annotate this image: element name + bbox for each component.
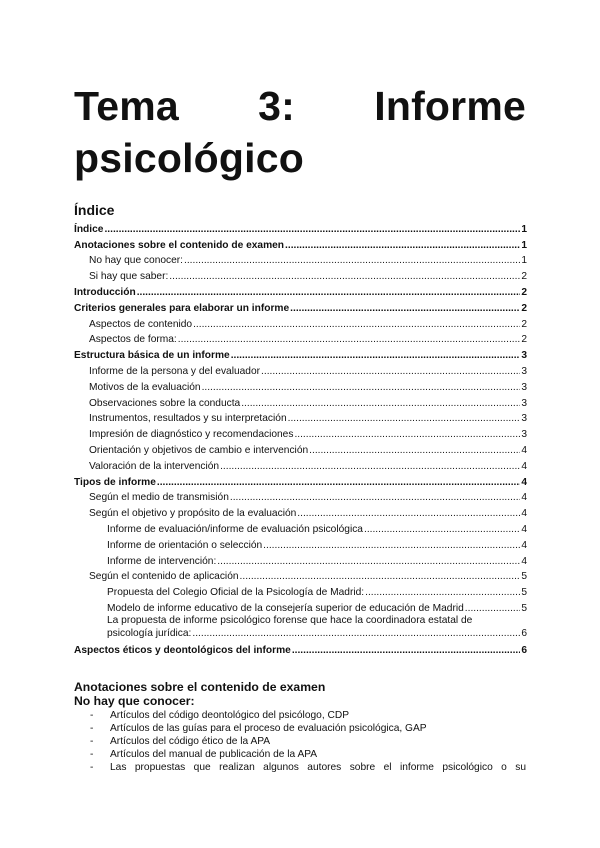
toc-entry-title: Anotaciones sobre el contenido de examen [74, 239, 285, 251]
dash-bullet: - [90, 749, 94, 760]
toc-entry-title: Motivos de la evaluación [89, 381, 201, 393]
list-item-text: Artículos de las guías para el proceso de evaluación psicológica, GAP [110, 723, 427, 734]
toc-entry[interactable] [74, 641, 527, 657]
toc-entry-title: Modelo de informe educativo de la consejería superior de educación de Madrid [107, 602, 464, 614]
toc-dot-leader [184, 255, 520, 267]
toc-dot-leader [157, 477, 520, 489]
title-word: 3: [258, 83, 295, 129]
toc-dot-leader [230, 492, 520, 504]
toc-entry[interactable] [74, 283, 527, 299]
toc-dot-leader [261, 366, 520, 378]
toc-entry-title: Tipos de informe [74, 476, 156, 488]
list-item [90, 761, 526, 774]
toc-dot-leader [202, 382, 521, 394]
list-item [90, 748, 526, 761]
toc-entry[interactable] [74, 346, 527, 362]
document-title [74, 80, 526, 184]
toc-entry-title: Informe de la persona y del evaluador [89, 365, 261, 377]
toc-entry[interactable] [74, 536, 527, 552]
toc-dot-leader [178, 334, 521, 346]
toc-entry-page: 3 [521, 365, 527, 377]
list-item-text: Artículos del manual de publicación de la APA [110, 749, 318, 760]
toc-entry-page: 4 [521, 476, 527, 488]
toc-entry-page: 6 [521, 644, 527, 656]
toc-entry-page: 4 [521, 492, 527, 504]
toc-entry-page: 1 [521, 255, 527, 267]
toc-entry[interactable] [74, 252, 527, 268]
toc-entry[interactable] [74, 267, 527, 283]
toc-entry-title: Criterios generales para elaborar un informe [74, 302, 290, 314]
toc-entry-page: 4 [521, 555, 527, 567]
toc-entry[interactable] [74, 504, 527, 520]
toc-dot-leader [241, 398, 520, 410]
toc-entry-page: 3 [521, 381, 527, 393]
toc-entry-title: Aspectos éticos y deontológicos del informe [74, 644, 291, 656]
toc-dot-leader [309, 445, 520, 457]
toc-entry-page: 2 [521, 302, 527, 314]
toc-entry[interactable] [74, 583, 527, 599]
toc-dot-leader [169, 271, 520, 283]
toc-entry-page: 5 [521, 587, 527, 599]
toc-entry[interactable] [74, 394, 527, 410]
toc-entry-page: 3 [521, 397, 527, 409]
toc-entry-page: 3 [521, 429, 527, 441]
toc-entry[interactable] [74, 236, 527, 252]
title-line-1 [74, 80, 526, 132]
toc-entry-title: Aspectos de contenido [89, 318, 193, 330]
toc-entry[interactable] [74, 568, 527, 584]
toc-entry[interactable] [74, 489, 527, 505]
toc-entry[interactable] [74, 457, 527, 473]
toc-entry-page: 2 [521, 318, 527, 330]
toc-dot-leader [292, 645, 521, 657]
toc-entry-title: Según el medio de transmisión [89, 492, 229, 504]
toc-entry[interactable] [74, 331, 527, 347]
toc-dot-leader [263, 540, 520, 552]
toc-dot-leader [297, 508, 520, 520]
toc-entry-title: Informe de orientación o selección [107, 539, 263, 551]
toc-entry-title: Introducción [74, 286, 136, 298]
toc-dot-leader [294, 429, 520, 441]
table-of-contents [74, 220, 527, 657]
toc-entry-title: Impresión de diagnóstico y recomendaciones [89, 429, 294, 441]
toc-entry-page: 4 [521, 523, 527, 535]
section-heading: Anotaciones sobre el contenido de examen [74, 680, 326, 694]
toc-entry[interactable] [74, 378, 527, 394]
toc-entry[interactable] [74, 299, 527, 315]
toc-entry-title: Según el objetivo y propósito de la evaluación [89, 508, 297, 520]
toc-entry-page: 1 [521, 223, 527, 235]
toc-entry-title: psicología jurídica: [107, 627, 192, 639]
toc-entry[interactable] [74, 441, 527, 457]
toc-dot-leader [104, 224, 520, 236]
toc-entry[interactable] [74, 520, 527, 536]
toc-dot-leader [288, 413, 521, 425]
list-item-text: Artículos del código ético de la APA [110, 736, 271, 747]
toc-entry-page: 2 [521, 334, 527, 346]
toc-entry[interactable] [74, 473, 527, 489]
title-line-2: psicológico [74, 135, 305, 181]
toc-entry-page: 4 [521, 508, 527, 520]
toc-dot-leader [285, 240, 520, 252]
toc-entry-row [107, 628, 527, 640]
toc-entry-page: 6 [521, 627, 527, 639]
toc-entry-title: Informe de evaluación/informe de evaluación psicológica [107, 523, 363, 535]
toc-dot-leader [137, 287, 521, 299]
toc-entry-title: No hay que conocer: [89, 255, 184, 267]
toc-entry-title: Informe de intervención: [107, 555, 217, 567]
list-item [90, 709, 526, 722]
toc-dot-leader [217, 556, 520, 568]
title-word: Tema [74, 83, 179, 129]
toc-entry-page: 3 [521, 350, 527, 362]
dash-bullet: - [90, 723, 94, 734]
toc-entry-title: Observaciones sobre la conducta [89, 397, 241, 409]
toc-entry[interactable] [74, 220, 527, 236]
section-subheading: No hay que conocer: [74, 694, 195, 708]
toc-dot-leader [220, 461, 520, 473]
toc-entry-title: Aspectos de forma: [89, 334, 177, 346]
dash-bullet: - [90, 710, 94, 721]
toc-entry-text-top: La propuesta de informe psicológico forense que hace la coordinadora estatal de [107, 614, 473, 626]
toc-entry-page: 4 [521, 460, 527, 472]
toc-entry-title: Estructura básica de un informe [74, 350, 230, 362]
list-item [90, 735, 526, 748]
list-item-text: Artículos del código deontológico del psicólogo, CDP [110, 710, 349, 721]
toc-heading: Índice [74, 202, 115, 218]
toc-entry[interactable] [74, 599, 527, 615]
toc-entry-title: Si hay que saber: [89, 271, 169, 283]
toc-entry-page: 1 [521, 239, 527, 251]
toc-entry[interactable] [74, 410, 527, 426]
toc-entry-page: 2 [521, 286, 527, 298]
toc-entry-page: 5 [521, 602, 527, 614]
toc-dot-leader [192, 628, 520, 640]
list-item-text: Las propuestas que realizan algunos autores sobre el informe psicológico o su [110, 762, 526, 773]
list-item [90, 722, 526, 735]
toc-entry-title: Índice [74, 223, 104, 235]
toc-dot-leader [240, 571, 521, 583]
bullet-list [90, 709, 526, 774]
toc-entry[interactable] [74, 362, 527, 378]
toc-dot-leader [364, 524, 520, 536]
toc-dot-leader [290, 303, 520, 315]
toc-dot-leader [465, 603, 521, 615]
dash-bullet: - [90, 762, 94, 773]
toc-entry[interactable] [74, 315, 527, 331]
toc-dot-leader [193, 319, 520, 331]
toc-entry-title: Instrumentos, resultados y su interpretación [89, 413, 287, 425]
toc-entry-page: 4 [521, 539, 527, 551]
toc-entry-page: 3 [521, 413, 527, 425]
toc-dot-leader [231, 350, 521, 362]
dash-bullet: - [90, 736, 94, 747]
toc-dot-leader [365, 587, 520, 599]
toc-entry-title: Orientación y objetivos de cambio e intervención [89, 444, 309, 456]
title-word: Informe [374, 83, 526, 129]
toc-entry-page: 5 [521, 571, 527, 583]
toc-entry[interactable] [74, 615, 527, 641]
toc-entry[interactable] [74, 552, 527, 568]
toc-entry-title: Valoración de la intervención [89, 460, 220, 472]
toc-entry[interactable] [74, 425, 527, 441]
toc-entry-page: 2 [521, 271, 527, 283]
toc-entry-page: 4 [521, 444, 527, 456]
toc-entry-title: Según el contenido de aplicación [89, 571, 239, 583]
toc-entry-title: Propuesta del Colegio Oficial de la Psicología de Madrid: [107, 587, 365, 599]
